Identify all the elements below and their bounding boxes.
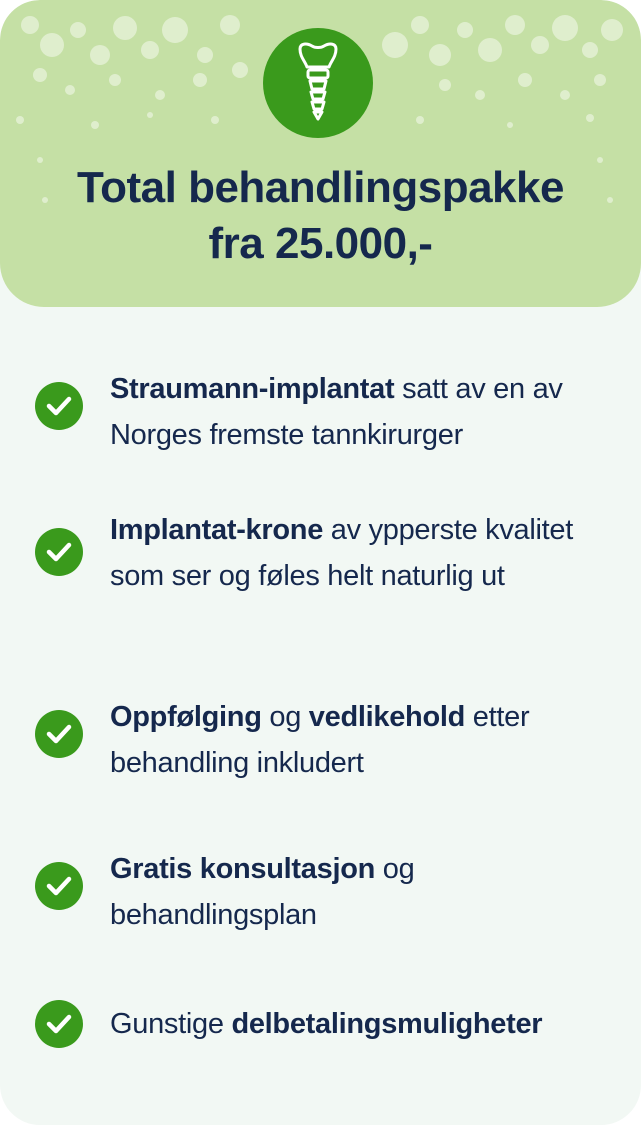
feature-bold: delbetalingsmuligheter — [231, 1008, 543, 1040]
feature-bold: Implantat-krone — [110, 514, 324, 546]
check-icon — [35, 710, 83, 758]
offer-title — [0, 160, 641, 272]
implant-badge — [263, 28, 373, 138]
check-icon — [35, 382, 83, 430]
feature-regular: etter behandling inkludert — [110, 701, 530, 779]
offer-title-line2: fra 25.000,- — [208, 219, 433, 268]
feature-bold: vedlikehold — [308, 701, 466, 733]
check-icon — [35, 1000, 83, 1048]
feature-text — [110, 694, 610, 786]
check-icon — [35, 862, 83, 910]
feature-regular: av ypperste kvalitet som ser og føles helt naturlig ut — [110, 514, 574, 592]
check-icon — [35, 528, 83, 576]
dental-implant-icon — [295, 41, 341, 125]
feature-text — [110, 366, 610, 458]
feature-bold: Gratis konsultasjon — [110, 853, 376, 885]
offer-title-line1: Total behandlingspakke — [77, 163, 564, 212]
feature-text — [110, 1001, 610, 1047]
feature-regular: satt av en av Norges fremste tannkirurger — [110, 373, 563, 451]
feature-bold: Straumann-implantat — [110, 373, 395, 405]
feature-regular: Gunstige — [110, 1008, 232, 1040]
feature-regular: og behandlingsplan — [110, 853, 415, 931]
feature-regular: og — [261, 701, 309, 733]
offer-header — [0, 0, 641, 307]
feature-text — [110, 507, 610, 599]
feature-bold: Oppfølging — [110, 701, 262, 733]
feature-text — [110, 846, 610, 938]
